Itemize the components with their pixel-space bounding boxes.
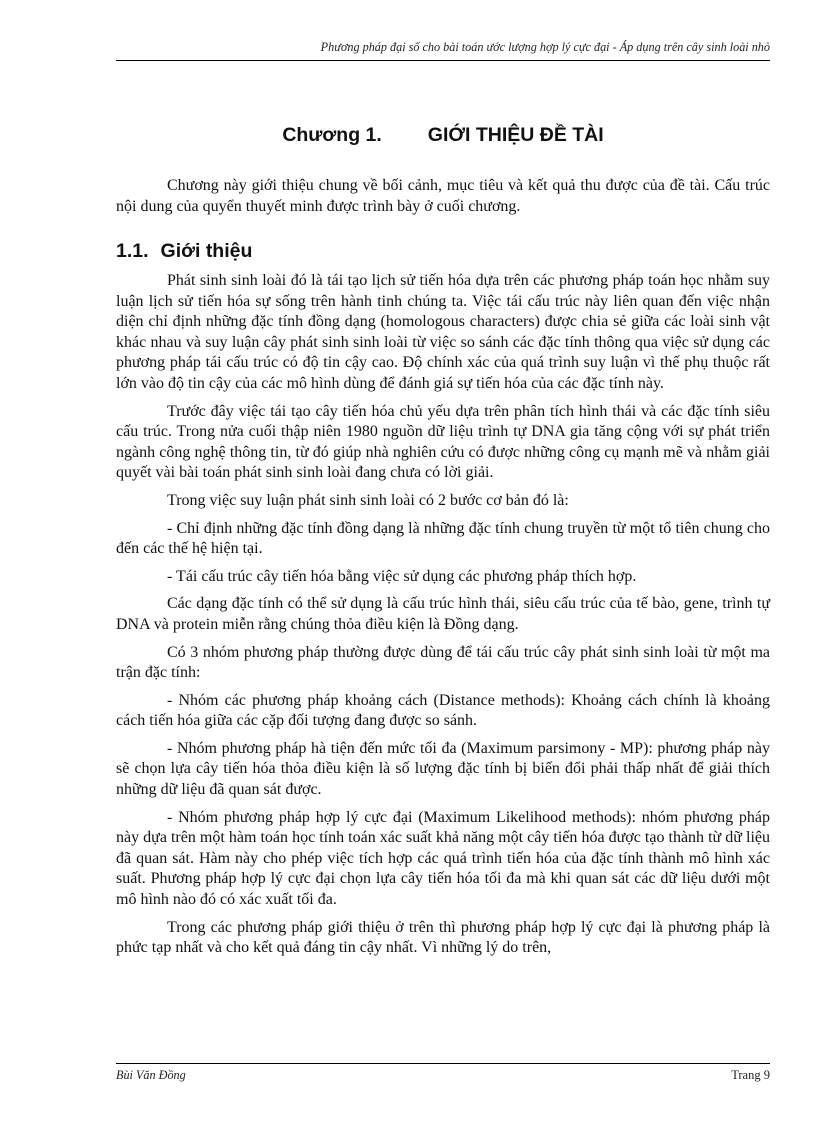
paragraph: Các dạng đặc tính có thể sử dụng là cấu trúc hình thái, siêu cấu trúc của tế bào, gene, trình tự DNA và protein miễn rằng chúng thỏa điều kiện là Đồng dạng. [116, 595, 770, 633]
bullet-paragraph: - Nhóm các phương pháp khoảng cách (Distance methods): Khoảng cách chính là khoảng cách tiến hóa giữa các cặp đối tượng đang được so sánh. [116, 691, 770, 730]
section-body [116, 271, 770, 966]
paragraph: Có 3 nhóm phương pháp thường được dùng để tái cấu trúc cây phát sinh sinh loài từ một ma trận đặc tính: [116, 643, 770, 682]
bullet-paragraph: - Tái cấu trúc cây tiến hóa bằng việc sử dụng các phương pháp thích hợp. [167, 567, 637, 585]
chapter-number: Chương 1. [282, 124, 382, 146]
footer-author: Bùi Văn Đồng [116, 1068, 186, 1082]
chapter-title [116, 124, 770, 147]
footer-divider [116, 1063, 770, 1064]
bullet-paragraph: - Chỉ định những đặc tính đồng dạng là những đặc tính chung truyền từ một tổ tiên chung cho đến các thế hệ hiện tại. [116, 519, 770, 558]
paragraph: Trước đây việc tái tạo cây tiến hóa chủ yếu dựa trên phân tích hình thái và các đặc tính siêu cấu trúc. Trong nửa cuối thập niên 1980 nguồn dữ liệu trình tự DNA gia tăng cộng với sự phát triển ngành công nghệ thông tin, từ đó giúp nhà nghiên cứu có được những công cụ mạnh mẽ và nhằm giải quyết vài bài toán phát sinh sinh loài đang chưa có lời giải. [116, 402, 770, 482]
section-number: 1.1. [116, 240, 149, 262]
paragraph: Chương này giới thiệu chung về bối cảnh, mục tiêu và kết quả thu được của đề tài. Cấu trúc nội dung của quyển thuyết minh được trình bày ở cuối chương. [116, 177, 770, 215]
section-title: Giới thiệu [160, 240, 253, 262]
header-divider [116, 60, 770, 61]
section-heading [116, 240, 770, 263]
chapter-heading: GIỚI THIỆU ĐỀ TÀI [427, 124, 604, 146]
paragraph: Phát sinh sinh loài đó là tái tạo lịch sử tiến hóa dựa trên các phương pháp toán học nhằm suy luận lịch sử tiến hóa sự sống trên hành tinh chúng ta. Việc tái cấu trúc này liên quan đến việc nhận diện chỉ định những đặc tính đồng dạng (homologous characters) được chia sẻ giữa các loài sinh vật khác nhau và suy luận cây phát sinh sinh loài từ việc so sánh các đặc tính thông qua việc sử dụng các phương pháp tái cấu trúc có độ tin cậy cao. Độ chính xác của quá trình suy luận vì thế phụ thuộc rất lớn vào độ tin cậy của các mô hình dùng để đánh giá sự tiến hóa của các đặc tính này. [116, 272, 770, 392]
paragraph: Trong việc suy luận phát sinh sinh loài có 2 bước cơ bản đó là: [167, 491, 569, 509]
page-number: Trang 9 [731, 1068, 770, 1082]
paragraph: Trong các phương pháp giới thiệu ở trên thì phương pháp hợp lý cực đại là phương pháp là phức tạp nhất và cho kết quả đáng tin cậy nhất. Vì những lý do trên, [116, 918, 770, 957]
bullet-paragraph: - Nhóm phương pháp hà tiện đến mức tối đa (Maximum parsimony - MP): phương pháp này sẽ chọn lựa cây tiến hóa thỏa điều kiện là số lượng đặc tính bị biến đổi phải thấp nhất để giải thích những dữ liệu đã quan sát được. [116, 739, 770, 799]
running-header: Phương pháp đại số cho bài toán ước lượng hợp lý cực đại - Áp dụng trên cây sinh loài nhỏ [320, 40, 770, 54]
chapter-intro [116, 176, 770, 224]
bullet-paragraph: - Nhóm phương pháp hợp lý cực đại (Maximum Likelihood methods): nhóm phương pháp này dựa trên một hàm toán học tính toán xác suất khả năng một cây tiến hóa được tạo thành từ dữ liệu đã quan sát. Hàm này cho phép việc tích hợp các quá trình tiến hóa của đặc tính thành mô hình xác suất. Phương pháp hợp lý cực đại chọn lựa cây tiến hóa tối đa mà khi quan sát các dữ liệu dưới một mô hình nào đó có xác xuất tối đa. [116, 808, 770, 909]
